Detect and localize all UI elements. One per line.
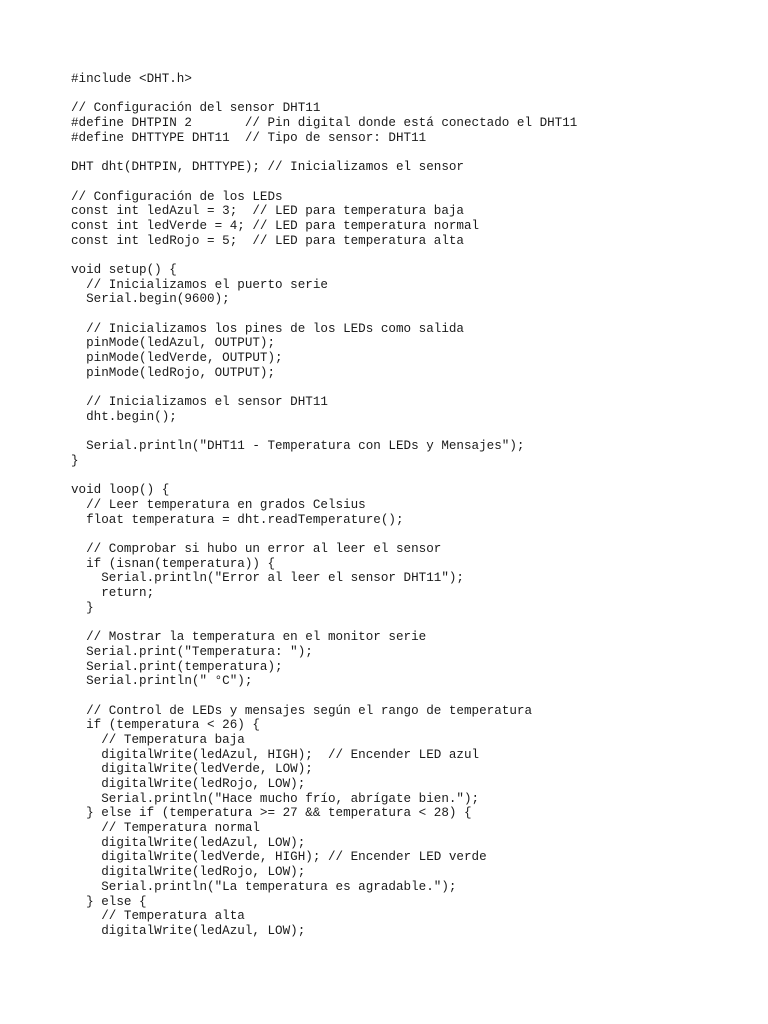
- code-line: // Control de LEDs y mensajes según el rango de temperatura: [71, 703, 533, 718]
- code-line: // Temperatura alta: [71, 909, 245, 924]
- code-line: // Comprobar si hubo un error al leer el sensor: [71, 542, 442, 556]
- code-line: pinMode(ledRojo, OUTPUT);: [71, 365, 276, 380]
- code-line: }: [71, 600, 94, 615]
- code-line: digitalWrite(ledAzul, LOW);: [71, 923, 306, 938]
- code-line: void setup() {: [71, 262, 177, 277]
- code-line: if (isnan(temperatura)) {: [71, 556, 276, 571]
- code-line: // Configuración de los LEDs: [71, 189, 283, 204]
- code-line: Serial.println("DHT11 - Temperatura con LEDs y Mensajes");: [71, 439, 525, 454]
- code-line: [71, 469, 731, 484]
- code-line: dht.begin();: [71, 409, 177, 424]
- code-line: digitalWrite(ledRojo, LOW);: [71, 865, 306, 880]
- code-line: Serial.print("Temperatura: ");: [71, 644, 313, 659]
- code-line: Serial.print(temperatura);: [71, 659, 283, 674]
- code-line: digitalWrite(ledVerde, LOW);: [71, 762, 313, 777]
- code-line: digitalWrite(ledRojo, LOW);: [71, 777, 306, 791]
- code-line: [71, 527, 731, 542]
- code-line: // Mostrar la temperatura en el monitor serie: [71, 630, 427, 645]
- code-line: [71, 689, 731, 704]
- code-line: DHT dht(DHTPIN, DHTTYPE); // Inicializamos el sensor: [71, 160, 464, 175]
- code-line: // Leer temperatura en grados Celsius: [71, 497, 366, 512]
- code-line: [71, 175, 731, 190]
- code-line: const int ledRojo = 5; // LED para temperatura alta: [71, 233, 464, 248]
- code-line: pinMode(ledVerde, OUTPUT);: [71, 351, 283, 366]
- code-line: Serial.println("Error al leer el sensor DHT11");: [71, 571, 464, 586]
- code-line: Serial.println("La temperatura es agradable.");: [71, 879, 457, 894]
- code-line: digitalWrite(ledAzul, LOW);: [71, 835, 306, 850]
- code-line: digitalWrite(ledAzul, HIGH); // Encender LED azul: [71, 747, 480, 762]
- code-line: #define DHTPIN 2 // Pin digital donde está conectado el DHT11: [71, 116, 578, 131]
- code-line: float temperatura = dht.readTemperature();: [71, 512, 404, 527]
- code-line: pinMode(ledAzul, OUTPUT);: [71, 336, 276, 351]
- code-line: [71, 145, 731, 160]
- code-line: const int ledVerde = 4; // LED para temperatura normal: [71, 218, 480, 233]
- code-line: [71, 380, 731, 395]
- code-line: return;: [71, 586, 155, 601]
- code-line: [71, 307, 731, 322]
- code-line: [71, 87, 731, 102]
- code-line: } else {: [71, 894, 147, 909]
- code-line: }: [71, 453, 79, 468]
- code-line: const int ledAzul = 3; // LED para temperatura baja: [71, 204, 464, 219]
- code-line: #define DHTTYPE DHT11 // Tipo de sensor: DHT11: [71, 130, 427, 145]
- code-line: [71, 425, 731, 440]
- code-line: Serial.println(" °C");: [71, 674, 253, 689]
- code-line: #include <DHT.h>: [71, 72, 192, 86]
- code-line: [71, 615, 731, 630]
- code-line: // Temperatura normal: [71, 821, 260, 836]
- code-line: if (temperatura < 26) {: [71, 718, 260, 733]
- code-line: // Configuración del sensor DHT11: [71, 101, 321, 116]
- code-line: [71, 248, 731, 263]
- code-line: void loop() {: [71, 483, 170, 498]
- code-line: digitalWrite(ledVerde, HIGH); // Encender LED verde: [71, 850, 487, 865]
- code-line: } else if (temperatura >= 27 && temperatura < 28) {: [71, 806, 472, 821]
- code-line: // Inicializamos el sensor DHT11: [71, 395, 328, 410]
- code-line: // Inicializamos los pines de los LEDs como salida: [71, 321, 464, 336]
- code-line: // Inicializamos el puerto serie: [71, 277, 328, 292]
- code-line: Serial.begin(9600);: [71, 292, 230, 307]
- code-line: Serial.println("Hace mucho frío, abrígate bien.");: [71, 791, 480, 806]
- code-block: [71, 72, 731, 939]
- code-line: // Temperatura baja: [71, 732, 245, 747]
